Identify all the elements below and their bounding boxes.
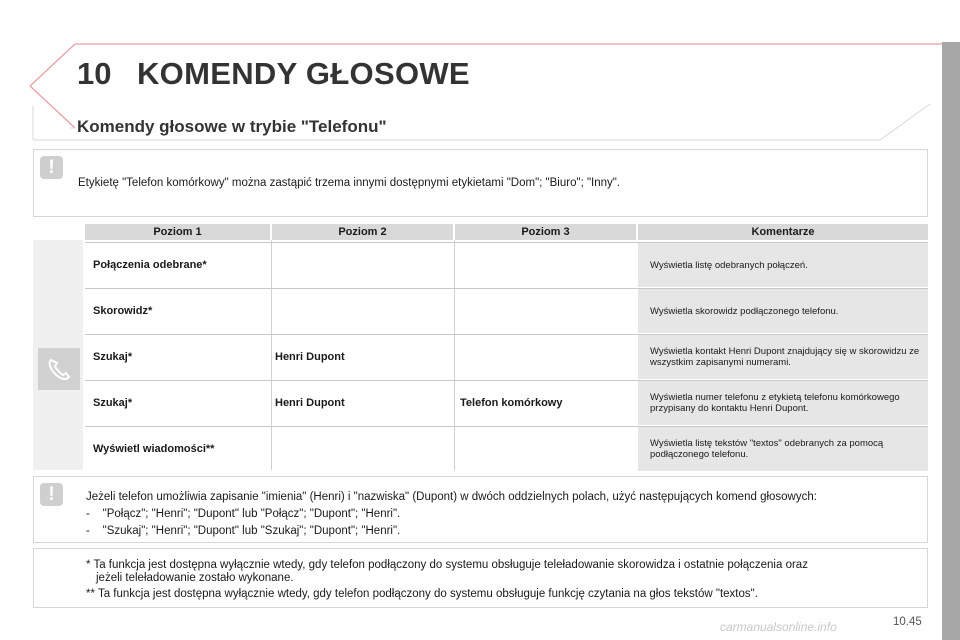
voice-commands-table [33,224,928,470]
cell-comment: Wyświetla skorowidz podłączonego telefonu. [638,289,928,333]
table-row [85,288,928,333]
cell-level-1: Skorowidz* [93,305,153,317]
footnotes-box [33,548,928,608]
footnote-2: ** Ta funkcja jest dostępna wyłącznie wtedy, gdy telefon podłączony do systemu obsługuje funkcję czytania na głos tekstów "textos". [86,588,758,600]
cell-level-3 [460,289,637,333]
cell-level-3 [460,335,637,379]
header-level-1: Poziom 1 [85,224,270,240]
note-name-fields-text [86,489,817,540]
cell-comment: Wyświetla listę odebranych połączeń. [638,243,928,287]
watermark: carmanualsonline.info [720,620,837,634]
table-row [85,334,928,379]
cell-comment: Wyświetla listę tekstów "textos" odebranych za pomocą podłączonego telefonu. [638,427,928,471]
table-row [85,426,928,471]
footnote-1-line-2: jeżeli teleładowanie zostało wykonane. [96,572,294,584]
cell-level-2: Henri Dupont [275,351,345,363]
footnote-1-line-1: * Ta funkcja jest dostępna wyłącznie wtedy, gdy telefon podłączony do systemu obsługuje teleładowanie skorowidza i ostatnie połączenia oraz [86,559,808,571]
note-list-item: - "Szukaj"; "Henri"; "Dupont" lub "Szukaj"; "Dupont"; "Henri". [86,525,401,537]
cell-comment: Wyświetla kontakt Henri Dupont znajdujący się w skorowidzu ze wszystkim zapisanymi numerami. [638,335,928,379]
note-name-fields [33,476,928,543]
cell-level-1: Szukaj* [93,351,133,363]
cell-level-3: Telefon komórkowy [460,397,563,409]
phone-icon [38,348,80,390]
page-number: 10.45 [893,616,922,628]
note-label-info [33,149,928,217]
cell-level-2: Henri Dupont [275,397,345,409]
cell-level-1: Połączenia odebrane* [93,259,207,271]
cell-level-3 [460,243,637,287]
note-list-item: - "Połącz"; "Henri"; "Dupont" lub "Połącz"; "Dupont"; "Henri". [86,508,401,520]
note-label-text: Etykietę "Telefon komórkowy" można zastąpić trzema innymi dostępnymi etykietami "Dom"; "Biuro"; "Inny". [78,177,621,189]
cell-level-2 [275,243,452,287]
section-title: Komendy głosowe w trybie "Telefonu" [77,117,387,136]
icon-column [33,240,83,470]
cell-level-1: Szukaj* [93,397,133,409]
header-level-3: Poziom 3 [455,224,636,240]
table-row [85,380,928,425]
header-level-2: Poziom 2 [272,224,453,240]
chapter-title: KOMENDY GŁOSOWE [137,56,470,91]
cell-level-2 [275,289,452,333]
exclamation-icon: ! [40,156,63,179]
note-intro: Jeżeli telefon umożliwia zapisanie "imienia" (Henri) i "nazwiska" (Dupont) w dwóch oddzielnych polach, użyć następujących komend głosowych: [86,491,817,503]
table-row [85,242,928,287]
exclamation-icon: ! [40,483,63,506]
cell-level-1: Wyświetl wiadomości** [93,443,215,455]
cell-level-3 [460,427,637,471]
header-comments: Komentarze [638,224,928,240]
cell-comment: Wyświetla numer telefonu z etykietą telefonu komórkowego przypisany do kontaktu Henri Dupont. [638,381,928,425]
cell-level-2 [275,427,452,471]
chapter-number: 10 [77,56,112,91]
phone-icon-box [38,348,80,390]
